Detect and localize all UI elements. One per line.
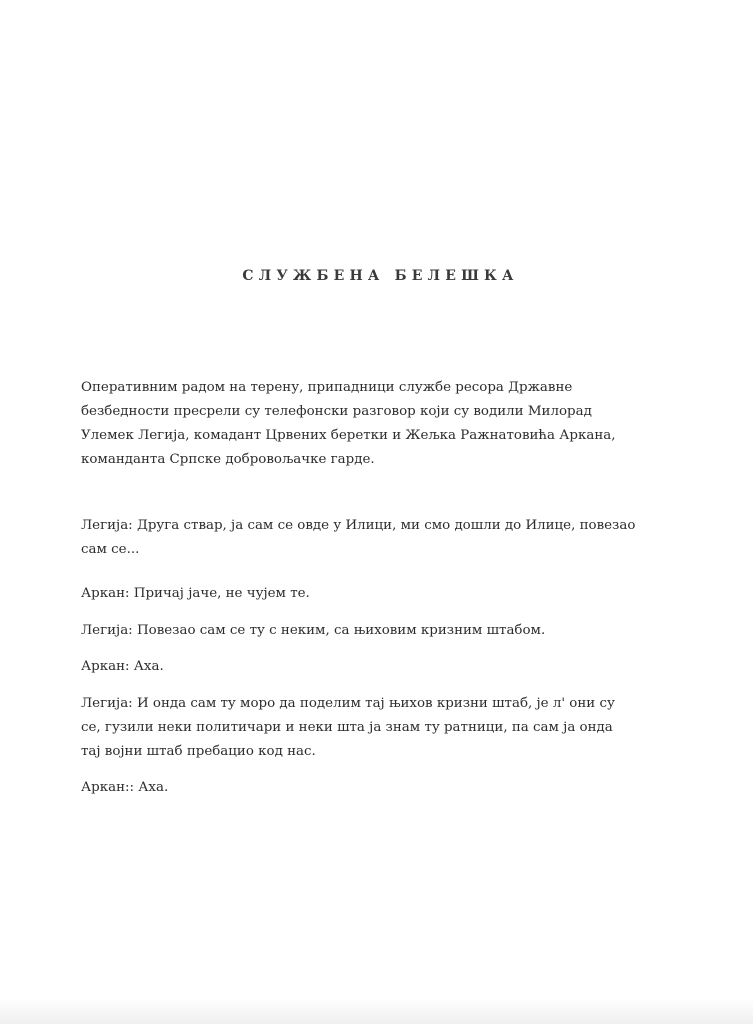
speaker-label: Аркан:: [81,780,135,795]
dialogue-text: Аха. [133,659,164,674]
dialogue-line [81,582,711,606]
dialogue-text: Друга ствар, ја сам се овде у Илици, ми смо дошли до Илице, повезао [136,518,636,533]
dialogue-line [81,776,711,800]
intro-paragraph [81,376,701,472]
intro-line: Улемек Легија, комадант Црвених беретки и Жељка Ражнатовића Аркана, [81,428,616,443]
dialogue-line: се, гузили неки политичари и неки шта ја знам ту ратници, па сам ја онда [81,720,613,735]
intro-line: безбедности пресрели су телефонски разговор који су водили Милорад [81,404,592,419]
dialogue-entry [81,776,711,800]
dialogue-text: Повезао сам се ту с неким, са њиховим кризним штабом. [136,623,546,638]
intro-line: команданта Српске добровољачке гарде. [81,452,375,467]
page-bottom-shadow [0,998,753,1024]
dialogue-line [81,655,711,679]
dialogue-line [81,514,711,538]
document-title: СЛУЖБЕНА БЕЛЕШКА [242,268,519,284]
dialogue-text: Причај јаче, не чујем те. [133,586,310,601]
dialogue-line [81,619,711,643]
speaker-label: Легија: [81,623,133,638]
dialogue-entry [81,692,711,764]
dialogue-entry [81,582,711,606]
dialogue-text: Аха. [138,780,169,795]
dialogue-entry [81,619,711,643]
speaker-label: Легија: [81,518,133,533]
speaker-label: Легија: [81,696,133,711]
dialogue-line: тај војни штаб пребацио код нас. [81,744,316,759]
speaker-label: Аркан: [81,586,130,601]
dialogue-text: И онда сам ту моро да поделим тај њихов кризни штаб, је л' они су [136,696,615,711]
intro-line: Оперативним радом на терену, припадници службе ресора Државне [81,380,573,395]
speaker-label: Аркан: [81,659,130,674]
dialogue-line: сам се... [81,542,140,557]
dialogue-line [81,692,711,716]
dialogue-entry [81,655,711,679]
dialogue-entry [81,514,711,562]
